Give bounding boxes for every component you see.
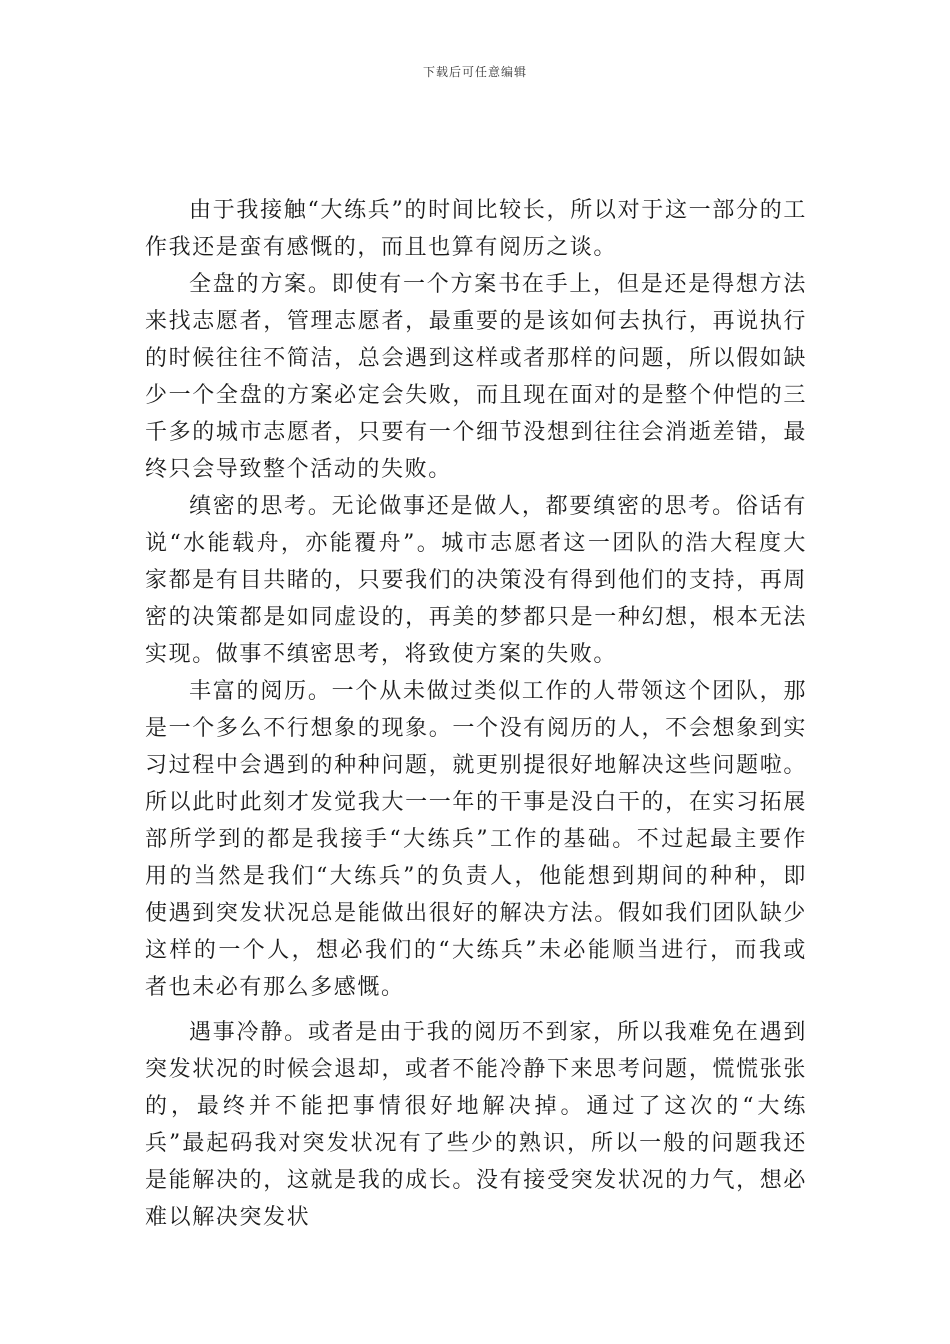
paragraph-careful-thinking: 缜密的思考。无论做事还是做人，都要缜密的思考。俗话有说“水能载舟，亦能覆舟”。城市志愿者这一团队的浩大程度大家都是有目共睹的，只要我们的决策没有得到他们的支持，再周密的决策都是如同虚设的，再美的梦都只是一种幻想，根本无法实现。做事不缜密思考，将致使方案的失败。 bbox=[145, 494, 807, 667]
document-body bbox=[145, 192, 807, 1236]
paragraph-intro: 由于我接触“大练兵”的时间比较长，所以对于这一部分的工作我还是蛮有感慨的，而且也算有阅历之谈。 bbox=[145, 198, 807, 260]
page-header-note: 下载后可任意编辑 bbox=[422, 65, 527, 79]
paragraph-stay-calm: 遇事冷静。或者是由于我的阅历不到家，所以我难免在遇到突发状况的时候会退却，或者不能冷静下来思考问题，慌慌张张的，最终并不能把事情很好地解决掉。通过了这次的“大练兵”最起码我对突发状况有了些少的熟识，所以一般的问题我还是能解决的，这就是我的成长。没有接受突发状况的力气，想必难以解决突发状 bbox=[145, 1020, 807, 1230]
paragraph-overall-plan: 全盘的方案。即使有一个方案书在手上，但是还是得想方法来找志愿者，管理志愿者，最重要的是该如何去执行，再说执行的时候往往不简洁，总会遇到这样或者那样的问题，所以假如缺少一个全盘的方案必定会失败，而且现在面对的是整个仲恺的三千多的城市志愿者，只要有一个细节没想到往往会消逝差错，最终只会导致整个活动的失败。 bbox=[145, 272, 807, 482]
paragraph-rich-experience: 丰富的阅历。一个从未做过类似工作的人带领这个团队，那是一个多么不行想象的现象。一个没有阅历的人，不会想象到实习过程中会遇到的种种问题，就更别提很好地解决这些问题啦。所以此时此刻才发觉我大一一年的干事是没白干的，在实习拓展部所学到的都是我接手“大练兵”工作的基础。不过起最主要作用的当然是我们“大练兵”的负责人，他能想到期间的种种，即使遇到突发状况总是能做出很好的解决方法。假如我们团队缺少这样的一个人，想必我们的“大练兵”未必能顺当进行，而我或者也未必有那么多感慨。 bbox=[145, 679, 807, 1000]
